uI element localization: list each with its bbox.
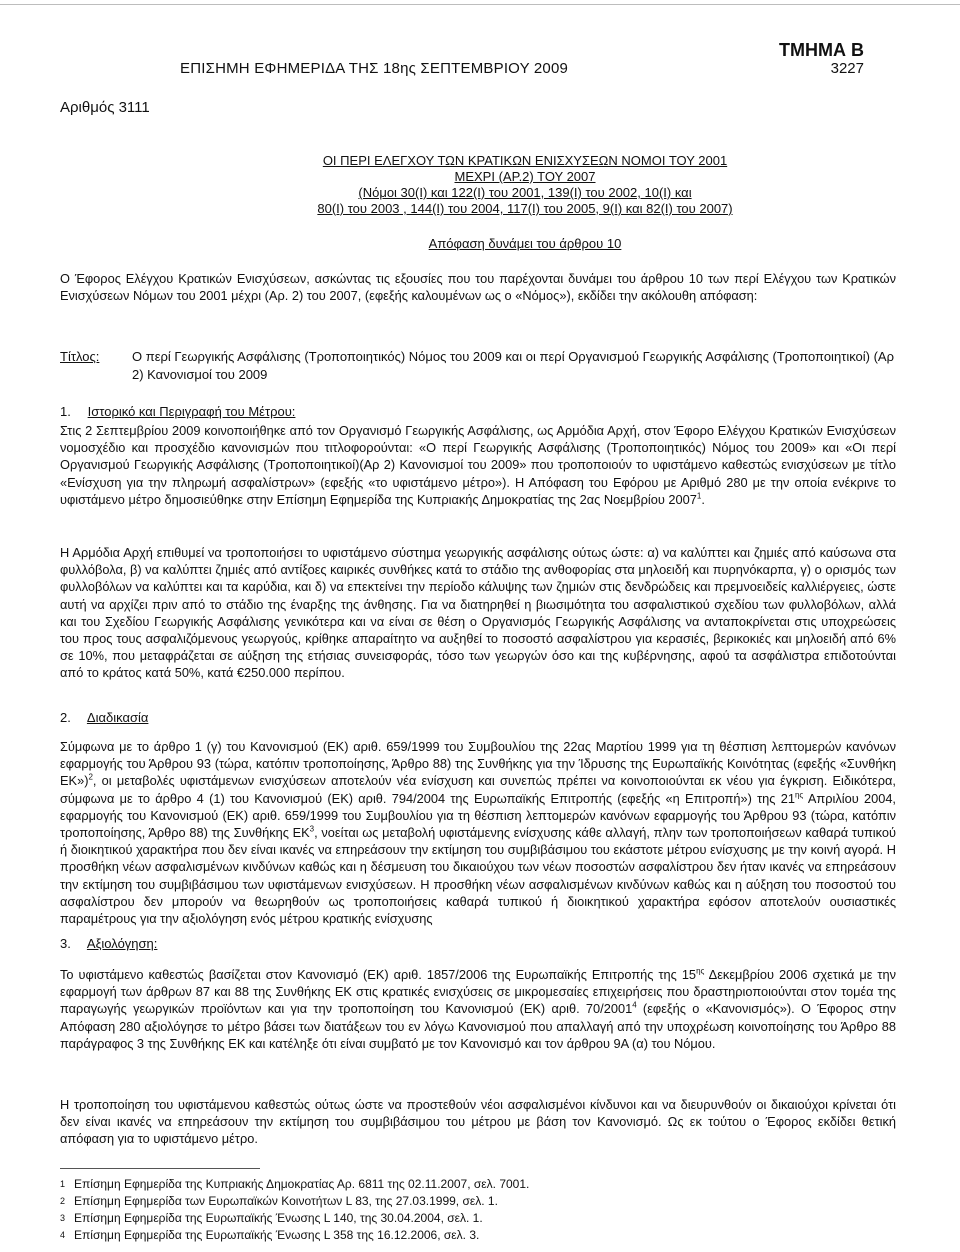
section-1-p1-end: .	[701, 491, 705, 507]
footnote-ref-3: 3	[309, 824, 315, 834]
title-label: Τίτλος:	[60, 349, 100, 364]
section-3-heading	[60, 936, 157, 951]
footnote-2-text: Επίσημη Εφημερίδα των Ευρωπαϊκών Κοινοτήτων L 83, της 27.03.1999, σελ. 1.	[74, 1194, 498, 1208]
footnote-1-mark: 1	[60, 1179, 66, 1189]
section-3-paragraph-1	[60, 966, 896, 1052]
footnote-rule	[60, 1168, 260, 1169]
section-2-heading	[60, 710, 148, 725]
section-3-text-b: Δεκεμβρίου 2006 σχετικά με την εφαρμογή των άρθρων 87 και 88 της Συνθήκης ΕΚ στις κρατικές ενισχύσεις σε μικρομεσαίες επιχειρήσεις που δραστηριοποιούνται στον τομέα της παραγωγής γεωργικών προϊόντων και για την τροποποίηση του Κανονισμού (ΕΚ) αριθ. 70/2001	[60, 967, 897, 1017]
gazette-title: ΕΠΙΣΗΜΗ ΕΦΗΜΕΡΙΔΑ ΤΗΣ 18ης ΣΕΠΤΕΜΒΡΙΟΥ 2009	[180, 60, 569, 77]
ordinal-suffix: ης	[696, 966, 705, 976]
footnote-ref-2: 2	[88, 773, 93, 783]
section-1-p1-text: Στις 2 Σεπτεμβρίου 2009 κοινοποιήθηκε από τον Οργανισμό Γεωργικής Ασφάλισης, ως Αρμόδια Αρχή, στον Έφορο Ελέγχου Κρατικών Ενισχύσεων νομοσχέδιο και προσχέδιο κανονισμών που τιτλοφορούνται: «Ο περί Γεωργικής Ασφάλισης (Τροποποιητικός) Νόμος του 2009» και «Οι περί Οργανισμού Γεωργικής Ασφάλισης (Τροποποιητικοί)(Αρ 2) Κανονισμοί του 2009» που τροποποιούν το υφιστάμενο καθεστώς ενισχύσεων με τίτλο «Ενίσχυση για την πληρωμή ασφαλίστρων» (εφεξής «το υφιστάμενο μέτρο»). Η Απόφαση του Εφόρου με Αριθμό 280 με την οποία ενέκρινε το υφιστάμενο μέτρο δημοσιεύθηκε στην Επίσημη Εφημερίδα της Κυπριακής Δημοκρατίας της 2ας Νοεμβρίου 2007	[60, 423, 896, 507]
section-2-text-c: Απριλίου 2004, εφαρμογής του Κανονισμού (ΕΚ) αριθ. 659/1999 του Συμβουλίου για τη θέσπιση λεπτομερών κανόνων εφαρμογής του Άρθρου 93 (τώρα, κατόπιν τροποποίησης, Άρθρο 88) της Συνθήκης ΕΚ	[60, 790, 896, 841]
section-2-number: 2.	[60, 710, 71, 725]
decision-caption: Απόφαση δυνάμει του άρθρου 10	[428, 236, 622, 251]
footnote-3	[60, 1211, 483, 1225]
section-2-paragraph	[60, 738, 896, 927]
footnote-1-text: Επίσημη Εφημερίδα της Κυπριακής Δημοκρατίας Αρ. 6811 της 02.11.2007, σελ. 7001.	[74, 1177, 530, 1191]
section-2-text-d: , νοείται ως μεταβολή υφιστάμενης ενίσχυσης κάθε αλλαγή, πλην των τροποποιήσεων καθαρά τυπικού ή διοικητικού χαρακτήρα που δεν είναι ικανές να επηρεάσουν την εκτίμηση του συμβιβάσιμου του εκάστοτε μέτρου ενίσχυσης με την κοινή αγορά. Η προσθήκη νέων ασφαλισμένων κινδύνων καθώς και η δέσμευση του δικαιούχου των νέων ποσοστών ασφαλίστρου δεν ήταν ικανές να επηρεάσουν την εκτίμηση του συμβιβάσιμου των υφιστάμενων ενισχύσεων. Η προσθήκη νέων ασφαλισμένων κινδύνων καθώς και η αύξηση του ποσοστού του ασφαλίστρου δεν μπορούν να θεωρηθούν ως τροποποιήσεις καθαρά τυπικού ή διοικητικού χαρακτήρα εφόσον αποτελούν ουσιαστικές παραμέτρους για την αξιολόγηση ενός μέτρου κρατικής ενίσχυσης	[60, 825, 896, 927]
top-rule	[0, 4, 960, 5]
footnote-3-mark: 3	[60, 1213, 66, 1223]
section-1-number: 1.	[60, 404, 71, 419]
section-1-paragraph-2: Η Αρμόδια Αρχή επιθυμεί να τροποποιήσει το υφιστάμενο σύστημα γεωργικής ασφάλισης ούτως ώστε: α) να καλύπτει και ζημιές από καύσωνα στα φυλλόβολα, β) να καλύπτει ζημιές από αντίξοες καιρικές συνθήκες κατά το στάδιο της ανθοφορίας στα μηλοειδή και πυρηνόκαρπα, γ) ο ορισμός των φυλλοβόλων να καλύπτει και τα καρύδια, και δ) να επεκτείνει την περίοδο κάλυψης των ζημιών στις δενδρώδεις και πρεμνοειδείς καλλιέργειες, ώστε αυτή να αρχίζει πριν από το στάδιο της έναρξης της άνθησης. Για να διατηρηθεί η βιωσιμότητα του ασφαλιστικού σχεδίου των φυλλοβόλων, αλλά και του Σχεδίου Γεωργικής Ασφάλισης γενικότερα και να είναι σε θέση ο Οργανισμός Γεωργικής Ασφάλισης να ανταποκρίνεται στις υποχρεώσεις του προς τους ασφαλιζόμενους γεωργούς, κρίθηκε απαραίτητο να αυξηθεί το ποσοστό ασφαλίστρου για κερασιές, βερικοκιές και μηλοειδή από 6% σε 10%, που μεταφράζεται σε αύξηση της ετήσιας συνεισφοράς, τόσο των γεωργών όσο και της κυβέρνησης, αφού τα ασφάλιστρα επιδοτούνται από το κράτος κατά 50%, κατά €250.000 περίπου.	[60, 545, 896, 681]
law-title-line-3: (Νόμοι 30(Ι) και 122(Ι) του 2001, 139(Ι) του 2002, 10(Ι) και	[358, 185, 692, 200]
law-title-line-1: ΟΙ ΠΕΡΙ ΕΛΕΓΧΟΥ ΤΩΝ ΚΡΑΤΙΚΩΝ ΕΝΙΣΧΥΣΕΩΝ ΝΟΜΟΙ ΤΟΥ 2001	[322, 153, 728, 168]
section-1-heading	[60, 404, 295, 419]
footnote-1	[60, 1177, 529, 1191]
title-text: Ο περί Γεωργικής Ασφάλισης (Τροποποιητικός) Νόμος του 2009 και οι περί Οργανισμού Γεωργικής Ασφάλισης (Τροποποιητικοί) (Αρ 2) Κανονισμοί του 2009	[132, 349, 894, 382]
section-3-title: Αξιολόγηση:	[86, 936, 158, 951]
decision-number: Αριθμός 3111	[60, 99, 150, 116]
law-title-line-4: 80(Ι) του 2003 , 144(Ι) του 2004, 117(Ι) του 2005, 9(Ι) και 82(Ι) του 2007)	[317, 201, 733, 216]
section-1-title: Ιστορικό και Περιγραφή του Μέτρου:	[87, 404, 296, 419]
section-3-number: 3.	[60, 936, 71, 951]
footnote-4	[60, 1228, 479, 1242]
section-2-title: Διαδικασία	[86, 710, 149, 725]
section-3-text-a: Το υφιστάμενο καθεστώς βασίζεται στον Κανονισμό (ΕΚ) αριθ. 1857/2006 της Ευρωπαϊκής Επιτροπής της 15	[60, 967, 697, 982]
law-title	[160, 153, 890, 217]
section-3-paragraph-2: Η τροποποίηση του υφιστάμενου καθεστώς ούτως ώστε να προστεθούν νέοι ασφαλισμένοι κίνδυνοι και να διευρυνθούν οι δικαιούχοι κρίνεται ότι δεν είναι ικανές να επηρεάσουν την εκτίμηση του συμβιβάσιμου του μέτρου με βάση τον Κανονισμό. Ως εκ τούτου ο Έφορος εκδίδει θετική απόφαση για το υφιστάμενο μέτρο.	[60, 1097, 896, 1147]
section-label: ΤΜΗΜΑ Β	[779, 40, 864, 60]
law-title-line-2: ΜΕΧΡΙ (ΑΡ.2) ΤΟΥ 2007	[454, 169, 596, 184]
ordinal-suffix: ης	[794, 790, 804, 800]
page-number: 3227	[830, 60, 864, 77]
section-1-paragraph-1	[60, 422, 896, 508]
footnote-2-mark: 2	[60, 1196, 66, 1206]
footnote-ref-4: 4	[632, 1001, 637, 1011]
section-2-text-a: Σύμφωνα με το άρθρο 1 (γ) του Κανονισμού (ΕΚ) αριθ. 659/1999 του Συμβουλίου της 22ας Μαρτίου 1999 για τη θέσπιση λεπτομερών κανόνων εφαρμογής του Άρθρου 93 (τώρα, κατόπιν τροποποίησης, Άρθρο 88) της Συνθήκης για την Ίδρυσης της Ευρωπαϊκής Κοινότητας (εφεξής «Συνθήκη ΕΚ»)	[60, 739, 896, 789]
footnote-ref-1: 1	[696, 491, 702, 501]
footnote-3-text: Επίσημη Εφημερίδα της Ευρωπαϊκής Ένωσης L 140, της 30.04.2004, σελ. 1.	[74, 1211, 483, 1225]
section-2-text-b: , οι μεταβολές υφιστάμενων ενισχύσεων αποτελούν νέα ενίσχυση και συνεπώς πρέπει να κοινοποιούνται εκ νέου για έγκριση. Ειδικότερα, σύμφωνα με το άρθρο 4 (1) του Κανονισμού (ΕΚ) αριθ. 794/2004 της Ευρωπαϊκής Επιτροπής (εφεξής «η Επιτροπή») της 21	[60, 773, 896, 806]
intro-paragraph: Ο Έφορος Ελέγχου Κρατικών Ενισχύσεων, ασκώντας τις εξουσίες που του παρέχονται δυνάμει του άρθρου 10 των περί Ελέγχου των Κρατικών Ενισχύσεων Νόμων του 2001 μέχρι (Αρ. 2) του 2007, (εφεξής καλουμένων ως ο «Νόμος»), εκδίδει την ακόλουθη απόφαση:	[60, 271, 896, 304]
footnote-4-text: Επίσημη Εφημερίδα της Ευρωπαϊκής Ένωσης L 358 της 16.12.2006, σελ. 3.	[74, 1228, 480, 1242]
footnote-4-mark: 4	[60, 1230, 66, 1240]
footnote-2	[60, 1194, 498, 1208]
section-3-text-c: (εφεξής ο «Κανονισμός»). Ο Έφορος στην Απόφαση 280 αξιολόγησε το μέτρο βάσει των διατάξεων του εν λόγω Κανονισμού που απαλλαγή από την υποχρέωση κοινοποίησης του Άρθρο 88 παράγραφος 3 της Συνθήκης ΕΚ και κατέληξε ότι είναι συμβατό με τον Κανονισμό και τον άρθρου 9Α (α) του Νόμου.	[60, 1001, 897, 1051]
